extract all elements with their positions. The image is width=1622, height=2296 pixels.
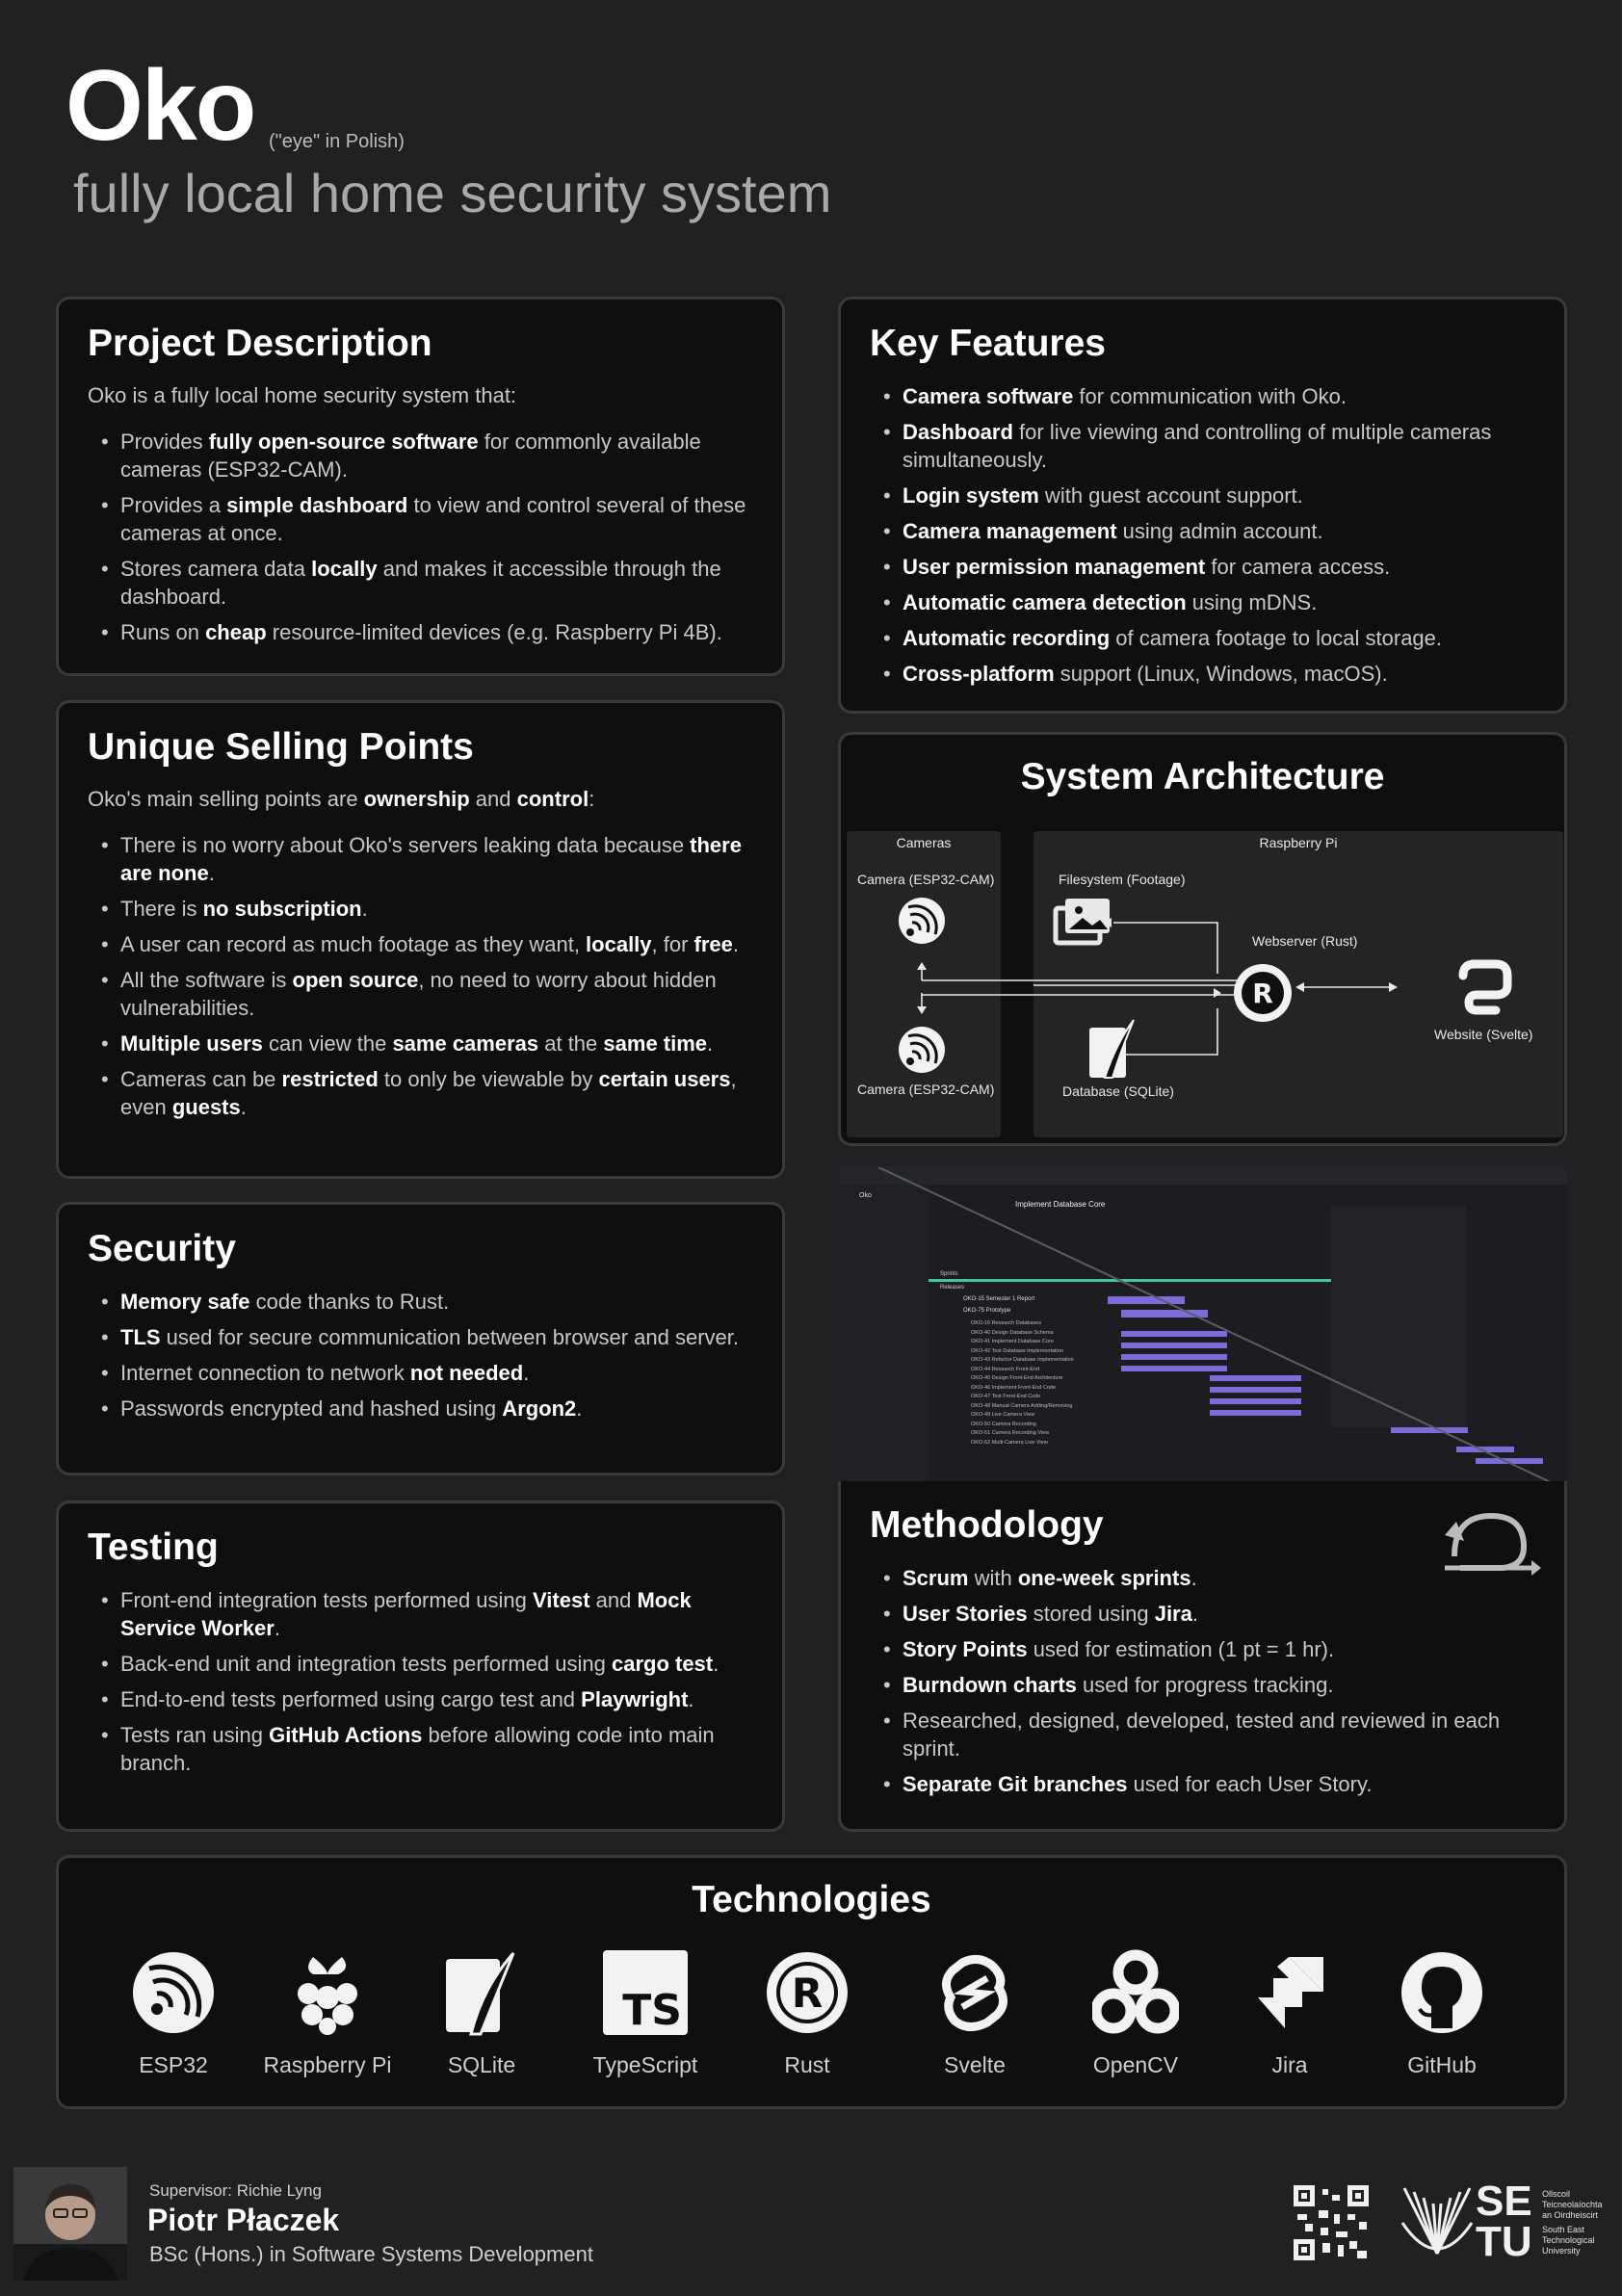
testing-list xyxy=(88,1586,753,1777)
usp-intro: Oko's main selling points are ownership and control: xyxy=(88,787,595,811)
setu-logo-icon xyxy=(1397,2184,1478,2261)
qr-code-icon xyxy=(1294,2185,1369,2260)
project-description-intro: Oko is a fully local home security system that: xyxy=(88,383,517,407)
list-item: • User Stories stored using Jira. xyxy=(903,1600,1535,1628)
list-item: • User permission management for camera access. xyxy=(903,553,1535,581)
jira-timeline-screenshot xyxy=(840,1167,1567,1483)
jira-task-row: OKO-48 Manual Camera Adding/Removing xyxy=(971,1402,1073,1409)
usp-list xyxy=(88,831,753,1121)
security-card xyxy=(56,1202,785,1475)
webserver-label: Webserver (Rust) xyxy=(1252,933,1358,949)
list-item: • Provides fully open-source software for commonly available cameras (ESP32-CAM). xyxy=(120,428,753,483)
technologies-heading: Technologies xyxy=(692,1879,931,1920)
list-item: • Researched, designed, developed, tested and reviewed in each sprint. xyxy=(903,1707,1535,1762)
jira-task-row: OKO-44 Research Front-End xyxy=(971,1366,1040,1372)
list-item: • Camera management using admin account. xyxy=(903,517,1535,545)
list-item: • Burndown charts used for progress tracking. xyxy=(903,1671,1535,1699)
list-item: • Front-end integration tests performed using Vitest and Mock Service Worker. xyxy=(120,1586,753,1642)
tech-sqlite xyxy=(409,1944,554,2078)
list-item: • Provides a simple dashboard to view and control several of these cameras at once. xyxy=(120,491,753,547)
jira-project-name: Oko xyxy=(859,1192,872,1199)
diagonal-divider xyxy=(840,1167,1567,1483)
testing-heading: Testing xyxy=(88,1526,219,1568)
list-item: • Login system with guest account support. xyxy=(903,482,1535,509)
list-item: • Tests ran using GitHub Actions before allowing code into main branch. xyxy=(120,1721,753,1777)
technologies-card xyxy=(56,1855,1567,2109)
jira-task-row: OKO-45 Design Front-End Architecture xyxy=(971,1375,1063,1381)
list-item: • Automatic camera detection using mDNS. xyxy=(903,588,1535,616)
list-item: • Cameras can be restricted to only be viewable by certain users, even guests. xyxy=(120,1065,753,1121)
tech-typescript xyxy=(573,1944,718,2078)
list-item: • TLS used for secure communication between browser and server. xyxy=(120,1323,753,1351)
setu-irish-name: Ollscoil Teicneolaíochta an Oirdheiscirt xyxy=(1542,2189,1603,2220)
tech-jira-label: Jira xyxy=(1271,2052,1308,2077)
tech-raspberry-pi-label: Raspberry Pi xyxy=(263,2052,392,2077)
course-name: BSc (Hons.) in Software Systems Development xyxy=(149,2242,593,2266)
list-item: • Camera software for communication with Oko. xyxy=(903,382,1535,410)
camera-top-label: Camera (ESP32-CAM) xyxy=(857,872,995,887)
raspberry-pi-icon xyxy=(284,1949,371,2036)
tech-svelte xyxy=(903,1944,1047,2078)
esp32-icon xyxy=(899,898,945,944)
svg-text:R: R xyxy=(791,1970,824,2017)
list-item: • Runs on cheap resource-limited devices (e.g. Raspberry Pi 4B). xyxy=(120,618,753,646)
setu-wordmark-bottom: TU xyxy=(1476,2218,1532,2265)
github-icon xyxy=(1399,1949,1485,2036)
list-item: • Story Points used for estimation (1 pt = 1 hr). xyxy=(903,1635,1535,1663)
methodology-card xyxy=(838,1481,1567,1832)
methodology-heading: Methodology xyxy=(870,1504,1104,1546)
list-item: • Dashboard for live viewing and controlling of multiple cameras simultaneously. xyxy=(903,418,1535,474)
jira-task-row: OKO-51 Camera Recording View xyxy=(971,1430,1050,1436)
poster-subtitle: fully local home security system xyxy=(73,163,832,223)
list-item: • Passwords encrypted and hashed using Argon2. xyxy=(120,1395,753,1422)
methodology-list xyxy=(870,1564,1535,1798)
key-features-card xyxy=(838,297,1567,714)
tech-rust xyxy=(735,1944,879,2078)
jira-sprint-1: OKO-15 Semester 1 Report xyxy=(963,1296,1035,1302)
project-description-card xyxy=(56,297,785,676)
list-item: • There is no worry about Oko's servers leaking data because there are none. xyxy=(120,831,753,887)
architecture-card xyxy=(838,732,1567,1146)
tech-rust-label: Rust xyxy=(784,2052,830,2077)
sqlite-icon xyxy=(438,1949,525,2036)
title-note: ("eye" in Polish) xyxy=(269,131,405,152)
jira-task-row: OKO-46 Implement Front-End Code xyxy=(971,1384,1057,1391)
jira-sprints-label: Sprints xyxy=(940,1271,958,1277)
cameras-header: Cameras xyxy=(896,835,952,850)
tech-github xyxy=(1370,1944,1514,2078)
jira-task-row: OKO-43 Refactor Database Implementation xyxy=(971,1357,1074,1363)
tech-svelte-label: Svelte xyxy=(944,2052,1006,2077)
tech-jira xyxy=(1217,1944,1362,2078)
jira-icon xyxy=(1246,1949,1333,2036)
setu-english-name: South East Technological University xyxy=(1542,2225,1595,2256)
setu-wordmark-top: SE xyxy=(1476,2178,1532,2225)
key-features-heading: Key Features xyxy=(870,323,1106,364)
architecture-heading: System Architecture xyxy=(1020,756,1385,797)
tech-raspberry-pi xyxy=(255,1944,400,2078)
svelte-icon xyxy=(1463,964,1507,1010)
supervisor: Supervisor: Richie Lyng xyxy=(149,2181,322,2200)
jira-task-row: OKO-42 Test Database Implementation xyxy=(971,1347,1063,1354)
security-heading: Security xyxy=(88,1228,236,1269)
list-item: • A user can record as much footage as they want, locally, for free. xyxy=(120,930,753,958)
list-item: • Stores camera data locally and makes it accessible through the dashboard. xyxy=(120,555,753,611)
jira-releases-label: Releases xyxy=(940,1285,965,1291)
tech-opencv xyxy=(1063,1944,1208,2078)
database-label: Database (SQLite) xyxy=(1062,1083,1174,1099)
sqlite-icon xyxy=(1089,1020,1134,1078)
list-item: • End-to-end tests performed using cargo test and Playwright. xyxy=(120,1685,753,1713)
svg-text:R: R xyxy=(1252,978,1273,1009)
jira-task-row: OKO-52 Multi-Camera Live View xyxy=(971,1439,1048,1446)
project-description-heading: Project Description xyxy=(88,323,432,364)
tech-sqlite-label: SQLite xyxy=(447,2052,516,2077)
list-item: • Memory safe code thanks to Rust. xyxy=(120,1288,753,1316)
jira-task-row: OKO-47 Test Front-End Code xyxy=(971,1394,1041,1399)
jira-sprint-2: OKO-75 Prototype xyxy=(963,1308,1011,1314)
esp32-icon xyxy=(130,1949,217,2036)
poster-title: Oko xyxy=(65,50,255,162)
tech-github-label: GitHub xyxy=(1407,2052,1477,2077)
filesystem-label: Filesystem (Footage) xyxy=(1059,872,1186,887)
images-icon xyxy=(1056,899,1110,943)
list-item: • There is no subscription. xyxy=(120,895,753,923)
security-list xyxy=(88,1288,753,1422)
list-item: • Multiple users can view the same cameras at the same time. xyxy=(120,1030,753,1057)
author-photo xyxy=(13,2167,127,2281)
key-features-list xyxy=(870,382,1535,688)
arrow-filesystem xyxy=(1113,923,1217,974)
jira-task-row: OKO-50 Camera Recording xyxy=(971,1421,1036,1427)
jira-task-row: OKO-40 Design Database Schema xyxy=(971,1329,1054,1336)
list-item: • Scrum with one-week sprints. xyxy=(903,1564,1535,1592)
rust-icon xyxy=(1234,964,1292,1022)
project-description-list xyxy=(88,428,753,646)
list-item: • All the software is open source, no need to worry about hidden vulnerabilities. xyxy=(120,966,753,1022)
jira-issue-title: Implement Database Core xyxy=(1015,1200,1106,1209)
testing-card xyxy=(56,1500,785,1832)
list-item: • Internet connection to network not needed. xyxy=(120,1359,753,1387)
camera-bottom-label: Camera (ESP32-CAM) xyxy=(857,1082,995,1097)
tech-esp32-label: ESP32 xyxy=(139,2052,208,2077)
website-label: Website (Svelte) xyxy=(1434,1027,1533,1042)
usp-heading: Unique Selling Points xyxy=(88,726,474,768)
rust-icon xyxy=(764,1949,850,2036)
tech-opencv-label: OpenCV xyxy=(1092,2052,1179,2077)
opencv-icon xyxy=(1092,1949,1179,2036)
jira-task-row: OKO-16 Research Databases xyxy=(971,1320,1042,1326)
svelte-icon xyxy=(931,1949,1018,2036)
list-item: • Cross-platform support (Linux, Windows, macOS). xyxy=(903,660,1535,688)
list-item: • Back-end unit and integration tests performed using cargo test. xyxy=(120,1650,753,1678)
tech-esp32 xyxy=(101,1944,246,2078)
tech-typescript-label: TypeScript xyxy=(592,2052,698,2077)
usp-card xyxy=(56,700,785,1179)
raspberry-pi-header: Raspberry Pi xyxy=(1259,835,1338,850)
author-name: Piotr Płaczek xyxy=(147,2203,340,2237)
list-item: • Automatic recording of camera footage to local storage. xyxy=(903,624,1535,652)
list-item: • Separate Git branches used for each User Story. xyxy=(903,1770,1535,1798)
typescript-icon: TS xyxy=(603,1950,688,2035)
jira-task-row: OKO-41 Implement Database Core xyxy=(971,1339,1054,1344)
jira-task-row: OKO-49 Live Camera View xyxy=(971,1412,1035,1418)
esp32-icon xyxy=(899,1027,945,1073)
